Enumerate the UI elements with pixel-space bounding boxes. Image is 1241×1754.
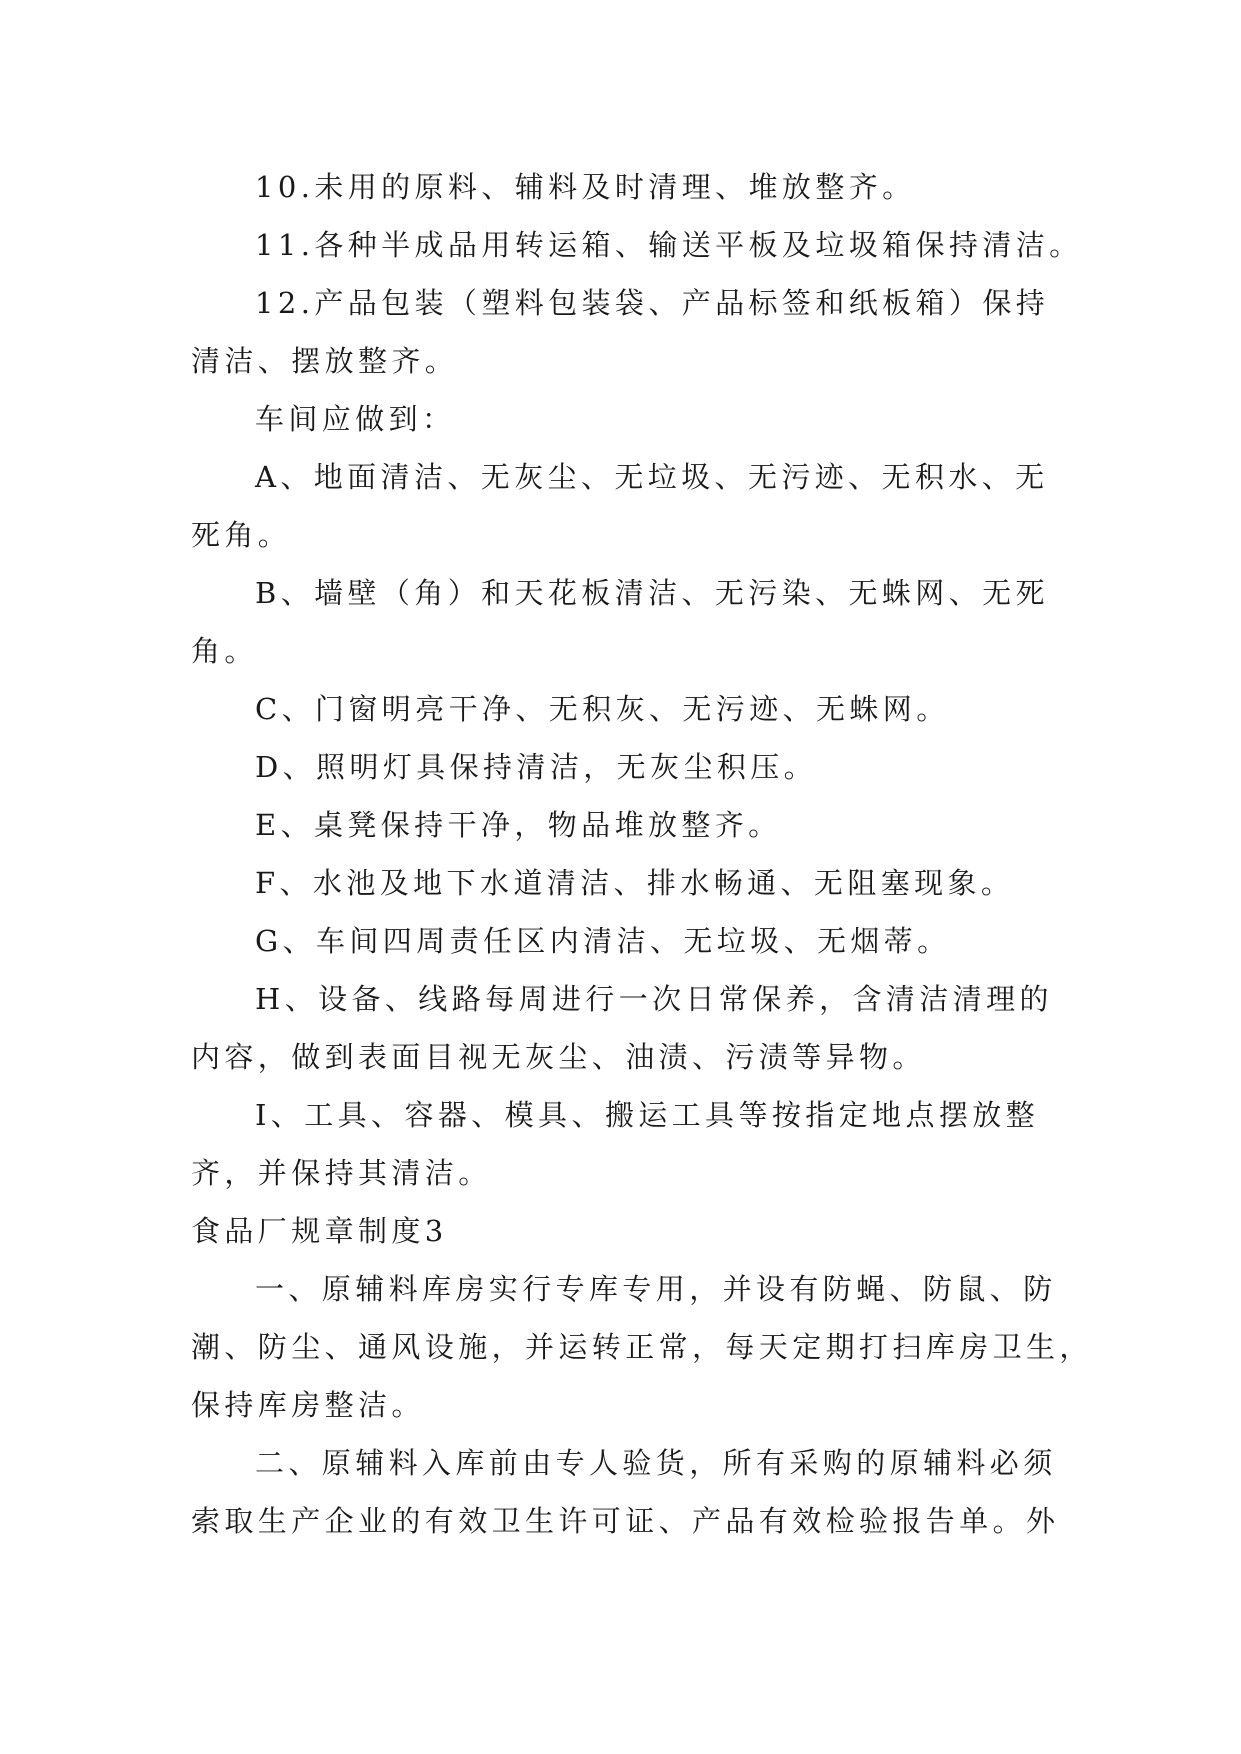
- text-line: 清洁、摆放整齐。: [191, 344, 459, 378]
- document-body: [191, 158, 1093, 1550]
- text-line: 齐，并保持其清洁。: [191, 1156, 492, 1190]
- text-line: H、设备、线路每周进行一次日常保养，含清洁清理的: [255, 982, 1053, 1016]
- text-line: 11.各种半成品用转运箱、输送平板及垃圾箱保持清洁。: [255, 228, 1083, 262]
- text-line: 一、原辅料库房实行专库专用，并设有防蝇、防鼠、防: [255, 1272, 1057, 1306]
- text-line: 10.未用的原料、辅料及时清理、堆放整齐。: [255, 170, 916, 204]
- text-line: 二、原辅料入库前由专人验货，所有采购的原辅料必须: [255, 1446, 1057, 1480]
- text-line: 12.产品包装（塑料包装袋、产品标签和纸板箱）保持: [255, 286, 1050, 320]
- text-line: I、工具、容器、模具、搬运工具等按指定地点摆放整: [255, 1098, 1040, 1132]
- text-line: 保持库房整洁。: [191, 1388, 425, 1422]
- text-line: 车间应做到：: [255, 402, 456, 436]
- section-heading: 食品厂规章制度3: [191, 1214, 448, 1248]
- text-line: F、水池及地下水道清洁、排水畅通、无阻塞现象。: [255, 866, 1015, 900]
- text-line: 索取生产企业的有效卫生许可证、产品有效检验报告单。外: [191, 1504, 1060, 1538]
- text-line: G、车间四周责任区内清洁、无垃圾、无烟蒂。: [255, 924, 951, 958]
- text-line: C、门窗明亮干净、无积灰、无污迹、无蛛网。: [255, 692, 950, 726]
- text-line: D、照明灯具保持清洁，无灰尘积压。: [255, 750, 818, 784]
- text-line: 内容，做到表面目视无灰尘、油渍、污渍等异物。: [191, 1040, 926, 1074]
- text-line: E、桌凳保持干净，物品堆放整齐。: [255, 808, 782, 842]
- text-line: A、地面清洁、无灰尘、无垃圾、无污迹、无积水、无: [255, 460, 1049, 494]
- text-line: 潮、防尘、通风设施，并运转正常，每天定期打扫库房卫生，: [191, 1330, 1093, 1364]
- text-line: 角。: [191, 634, 258, 668]
- text-line: 死角。: [191, 518, 292, 552]
- text-line: B、墙壁（角）和天花板清洁、无污染、无蛛网、无死: [255, 576, 1049, 610]
